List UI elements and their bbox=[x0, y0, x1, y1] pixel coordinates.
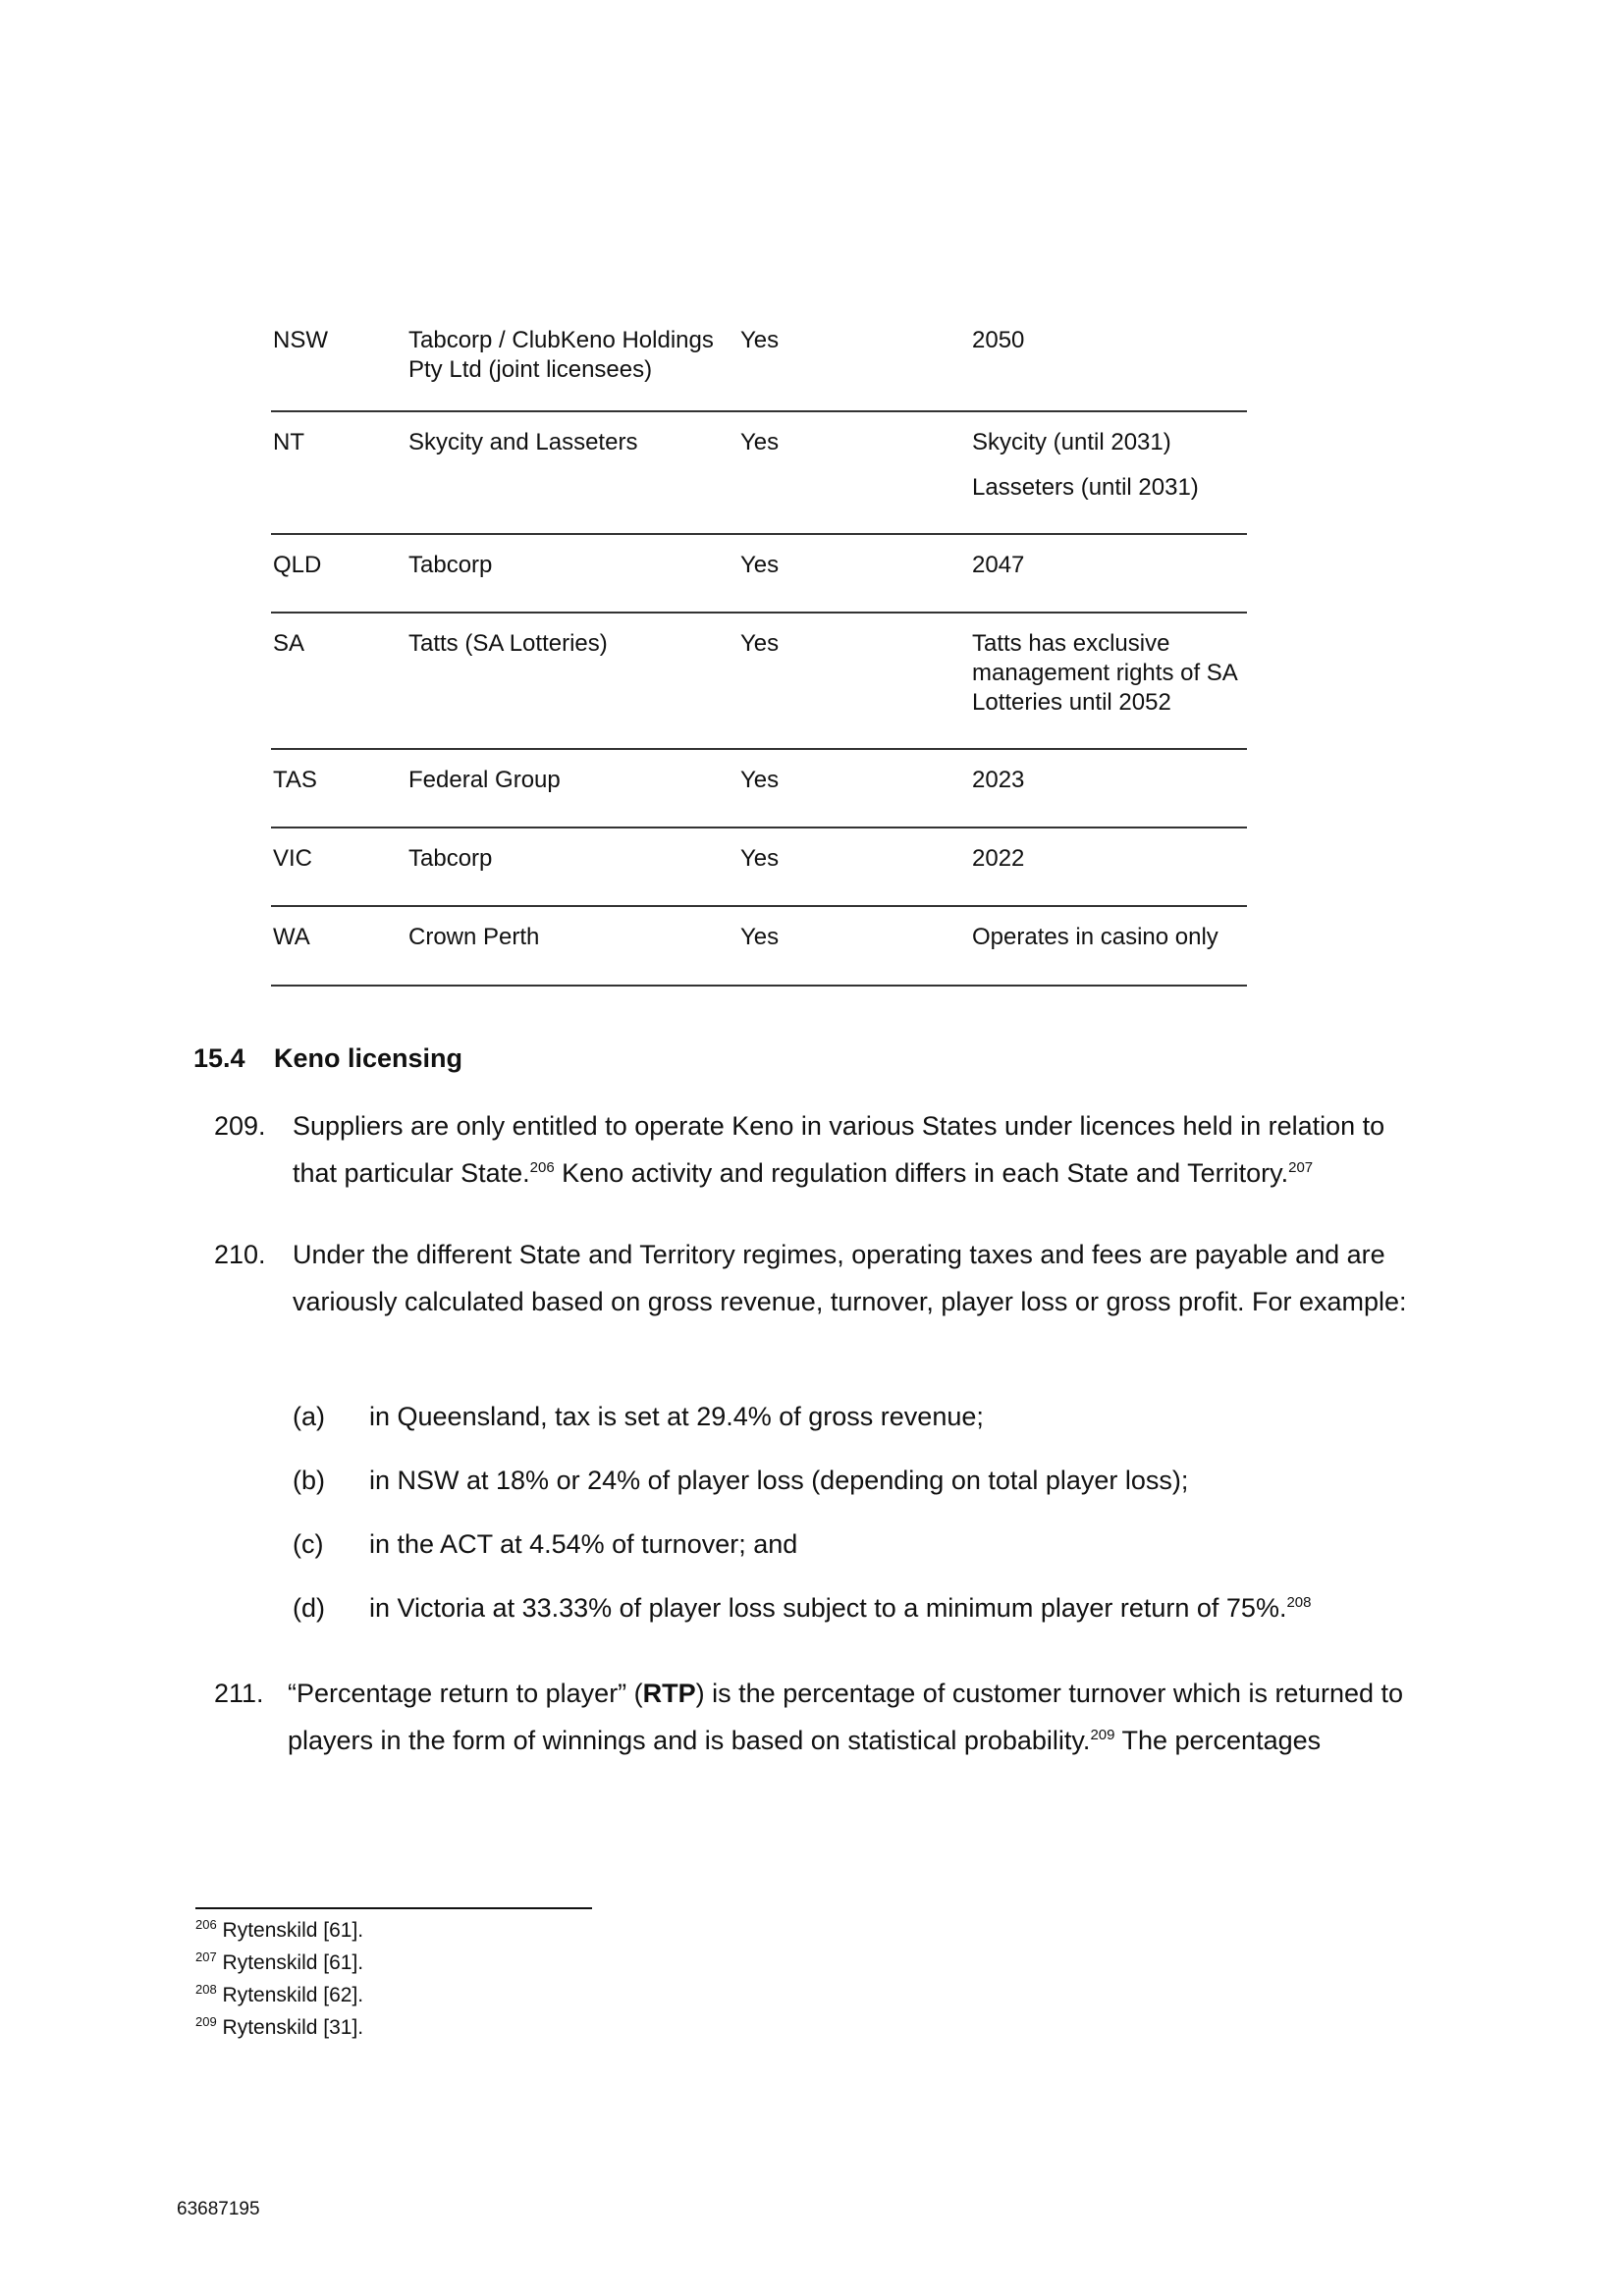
expiry-text: Operates in casino only bbox=[972, 924, 1218, 950]
expiry-cell bbox=[972, 629, 1237, 718]
footnote bbox=[195, 2011, 363, 2044]
licensed-cell: Yes bbox=[740, 767, 780, 793]
table-row bbox=[271, 412, 1247, 535]
expiry-text: 2050 bbox=[972, 327, 1025, 353]
footnote-ref[interactable]: 208 bbox=[1286, 1594, 1312, 1611]
list-item-text: in Victoria at 33.33% of player loss subject to a minimum player return of 75%. bbox=[369, 1593, 1287, 1623]
paragraph-number: 209. bbox=[214, 1111, 266, 1141]
list-item-text: in the ACT at 4.54% of turnover; and bbox=[369, 1529, 798, 1559]
list-item-label: (c) bbox=[293, 1529, 324, 1559]
table-row bbox=[271, 614, 1247, 750]
paragraph-text-part: Keno activity and regulation differs in each State and Territory. bbox=[554, 1158, 1289, 1188]
expiry-text: Lasseters (until 2031) bbox=[972, 474, 1199, 501]
list-item-label: (d) bbox=[293, 1593, 325, 1623]
expiry-text: 2022 bbox=[972, 845, 1025, 872]
state-cell: SA bbox=[273, 630, 305, 657]
expiry-cell bbox=[972, 326, 1247, 355]
footnote-number: 209 bbox=[195, 2014, 217, 2029]
state-cell: WA bbox=[273, 924, 310, 950]
list-item bbox=[293, 1524, 797, 1564]
expiry-text: Skycity (until 2031) bbox=[972, 429, 1171, 455]
state-cell: NSW bbox=[273, 327, 328, 353]
footnote bbox=[195, 1979, 363, 2011]
licensed-cell: Yes bbox=[740, 429, 780, 455]
list-item-text: in NSW at 18% or 24% of player loss (depending on total player loss); bbox=[369, 1466, 1189, 1495]
section-number: 15.4 bbox=[193, 1043, 245, 1073]
footnote-text: Rytenskild [31]. bbox=[222, 2016, 364, 2039]
operator-cell: Tabcorp / ClubKeno Holdings Pty Ltd (joint licensees) bbox=[408, 327, 714, 383]
table-row bbox=[271, 314, 1247, 412]
footnote-text: Rytenskild [62]. bbox=[222, 1984, 364, 2006]
expiry-text: Tatts has exclusive management rights of SA Lotteries until 2052 bbox=[972, 630, 1237, 716]
footnote-separator bbox=[195, 1907, 592, 1909]
state-cell: QLD bbox=[273, 552, 322, 578]
expiry-cell bbox=[972, 766, 1247, 795]
footnote-text: Rytenskild [61]. bbox=[222, 1919, 364, 1942]
list-item-text: in Queensland, tax is set at 29.4% of gross revenue; bbox=[369, 1402, 984, 1431]
footnote-ref[interactable]: 209 bbox=[1090, 1727, 1115, 1743]
keno-licence-table bbox=[271, 314, 1247, 987]
list-item bbox=[293, 1397, 984, 1436]
footnote-number: 208 bbox=[195, 1982, 217, 1997]
footnotes bbox=[195, 1914, 363, 2044]
section-heading bbox=[193, 1043, 462, 1074]
footnote bbox=[195, 1947, 363, 1979]
document-id: 63687195 bbox=[177, 2199, 260, 2219]
footnote bbox=[195, 1914, 363, 1947]
operator-cell: Tabcorp bbox=[408, 552, 493, 578]
paragraph-text-part: ) is the percentage of customer turnover which is returned to players in the form of winnings and is based on statistical probability. bbox=[288, 1679, 1404, 1755]
expiry-cell bbox=[972, 923, 1247, 952]
list-item-label: (a) bbox=[293, 1402, 325, 1431]
paragraph-text-part: The percentages bbox=[1114, 1726, 1322, 1755]
expiry-cell bbox=[972, 428, 1247, 503]
expiry-cell bbox=[972, 551, 1247, 580]
footnote-ref[interactable]: 207 bbox=[1288, 1159, 1314, 1176]
expiry-text: 2047 bbox=[972, 552, 1025, 578]
operator-cell: Tatts (SA Lotteries) bbox=[408, 630, 608, 657]
licensed-cell: Yes bbox=[740, 552, 780, 578]
paragraph-text-part: Suppliers are only entitled to operate Keno in various States under licences held in relation to that particular State. bbox=[293, 1111, 1385, 1188]
operator-cell: Skycity and Lasseters bbox=[408, 429, 638, 455]
expiry-text: 2023 bbox=[972, 767, 1025, 793]
state-cell: TAS bbox=[273, 767, 317, 793]
paragraph-text bbox=[293, 1102, 1432, 1197]
defined-term: RTP bbox=[642, 1679, 696, 1708]
footnote-ref[interactable]: 206 bbox=[529, 1159, 555, 1176]
table-row bbox=[271, 535, 1247, 614]
paragraph-text: Under the different State and Territory regimes, operating taxes and fees are payable and are variously calculated based on gross revenue, turnover, player loss or gross profit. For example: bbox=[293, 1240, 1407, 1316]
paragraph-number: 210. bbox=[214, 1240, 266, 1269]
expiry-cell bbox=[972, 844, 1247, 874]
operator-cell: Tabcorp bbox=[408, 845, 493, 872]
licensed-cell: Yes bbox=[740, 924, 780, 950]
paragraph-number: 211. bbox=[214, 1679, 264, 1708]
table-row bbox=[271, 828, 1247, 907]
licensed-cell: Yes bbox=[740, 630, 780, 657]
list-item-label: (b) bbox=[293, 1466, 325, 1495]
table-row bbox=[271, 907, 1247, 987]
licensed-cell: Yes bbox=[740, 845, 780, 872]
footnote-number: 206 bbox=[195, 1917, 217, 1932]
paragraph-text-part: “Percentage return to player” ( bbox=[288, 1679, 643, 1708]
list-item bbox=[293, 1588, 1311, 1628]
state-cell: VIC bbox=[273, 845, 313, 872]
state-cell: NT bbox=[273, 429, 304, 455]
footnote-text: Rytenskild [61]. bbox=[222, 1951, 364, 1974]
table-row bbox=[271, 750, 1247, 828]
list-item bbox=[293, 1461, 1188, 1500]
licensed-cell: Yes bbox=[740, 327, 780, 353]
operator-cell: Federal Group bbox=[408, 767, 561, 793]
operator-cell: Crown Perth bbox=[408, 924, 540, 950]
section-title: Keno licensing bbox=[274, 1043, 463, 1073]
footnote-number: 207 bbox=[195, 1949, 217, 1964]
paragraph-text bbox=[288, 1670, 1436, 1764]
